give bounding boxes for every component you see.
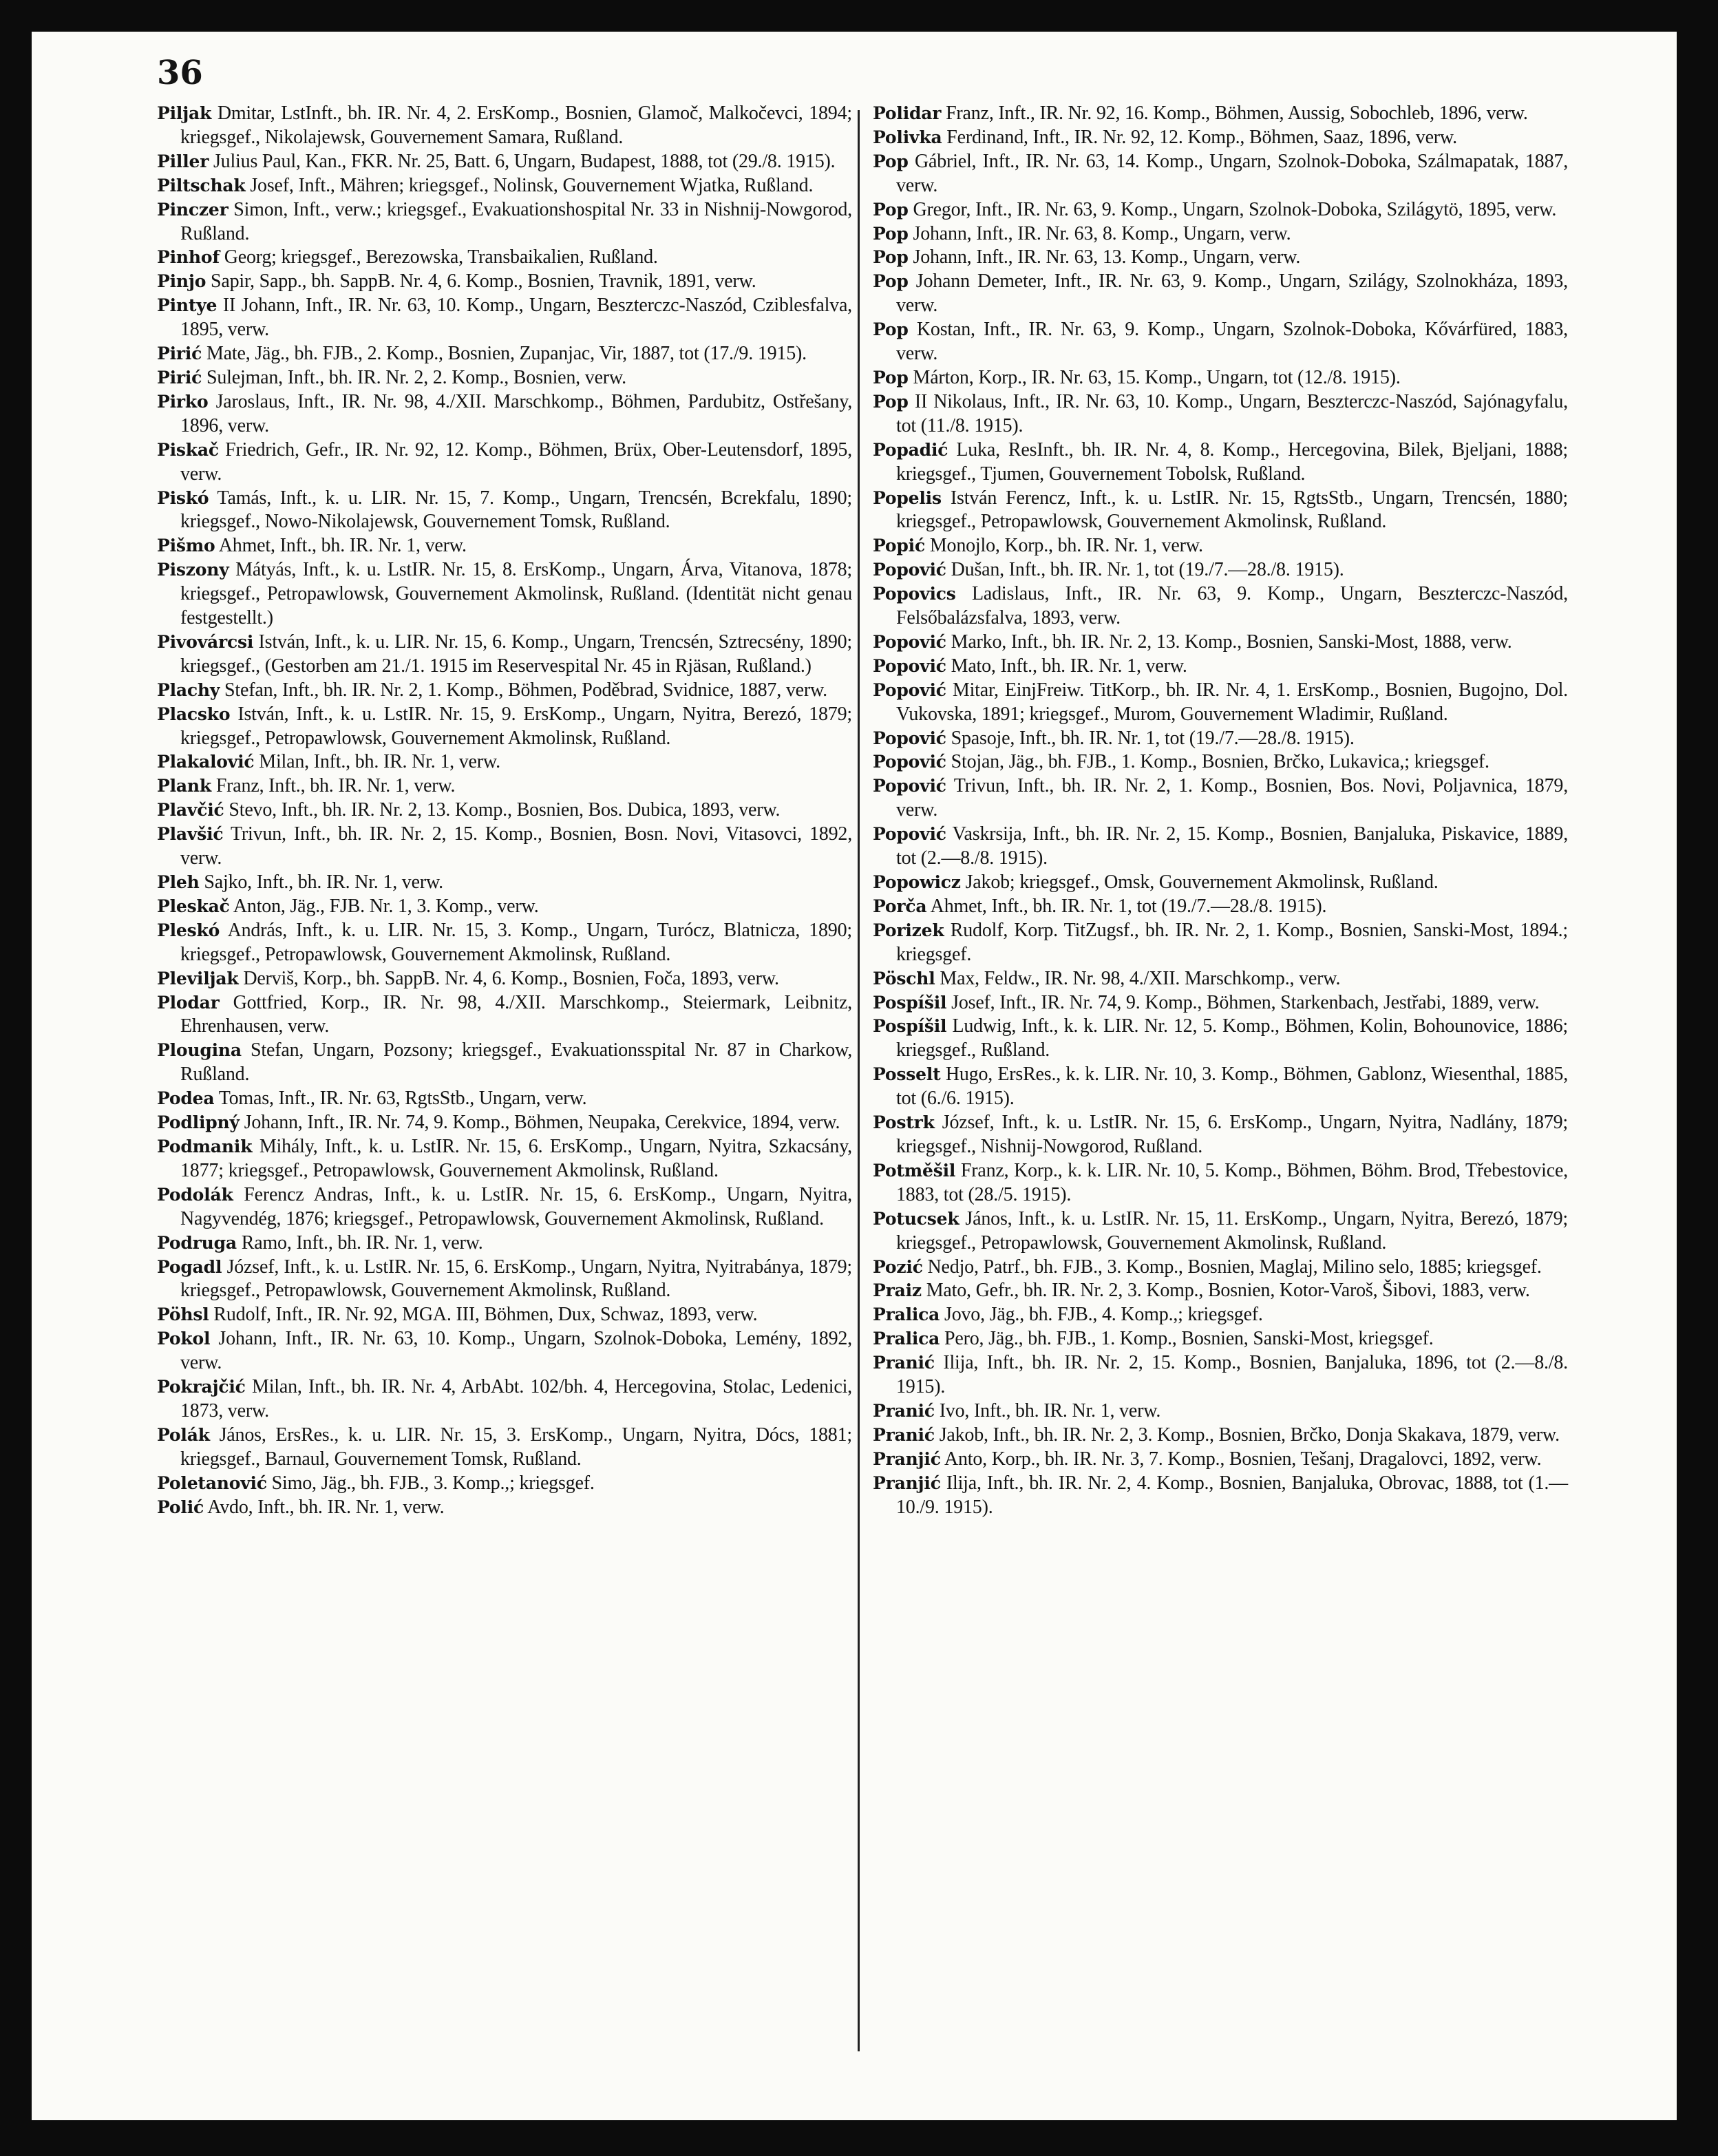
list-entry	[157, 1375, 852, 1424]
list-entry	[157, 1111, 852, 1135]
entry-details: Jakob; kriegsgef., Omsk, Gouvernement Akmolinsk, Rußland.	[965, 871, 1439, 893]
list-entry	[157, 102, 852, 150]
list-entry	[873, 679, 1568, 727]
list-entry	[873, 919, 1568, 967]
entry-details: Ahmet, Inft., bh. IR. Nr. 1, tot (19./7.—28./8. 1915).	[930, 895, 1327, 917]
list-entry	[873, 1159, 1568, 1207]
entry-surname: Pop	[873, 199, 909, 220]
entry-surname: Podolák	[157, 1184, 233, 1205]
list-entry	[873, 1256, 1568, 1280]
list-entry	[873, 1303, 1568, 1327]
entry-details: János, ErsRes., k. u. LIR. Nr. 15, 3. ErsKomp., Ungarn, Nyitra, Dócs, 1881; kriegsgef., Barnaul, Gouvernement Tomsk, Rußland.	[180, 1424, 852, 1470]
entry-surname: Popović	[873, 752, 946, 772]
entry-details: Ivo, Inft., bh. IR. Nr. 1, verw.	[939, 1399, 1161, 1422]
entry-surname: Popović	[873, 728, 946, 748]
entry-details: Sapir, Sapp., bh. SappB. Nr. 4, 6. Komp., Bosnien, Travnik, 1891, verw.	[211, 271, 756, 293]
entry-details: Jaroslaus, Inft., IR. Nr. 98, 4./XII. Marschkomp., Böhmen, Pardubitz, Ostřešany, 1896, verw.	[180, 390, 852, 436]
entry-surname: Popović	[873, 631, 946, 652]
entry-details: Georg; kriegsgef., Berezowska, Transbaikalien, Rußland.	[224, 246, 658, 268]
right-column	[873, 102, 1568, 1519]
list-entry	[157, 174, 852, 198]
entry-details: Josef, Inft., Mähren; kriegsgef., Nolinsk, Gouvernement Wjatka, Rußland.	[250, 174, 814, 196]
entry-details: Johann Demeter, Inft., IR. Nr. 63, 9. Komp., Ungarn, Szilágy, Szolnokháza, 1893, verw.	[896, 271, 1568, 317]
list-entry	[157, 1232, 852, 1256]
list-entry	[873, 198, 1568, 222]
list-entry	[157, 799, 852, 823]
entry-surname: Poletanović	[157, 1472, 267, 1493]
entry-details: Gábriel, Inft., IR. Nr. 63, 14. Komp., Ungarn, Szolnok-Doboka, Szálmapatak, 1887, verw.	[896, 150, 1568, 196]
entry-details: Trivun, Inft., bh. IR. Nr. 2, 1. Komp., Bosnien, Bos. Novi, Poljavnica, 1879, verw.	[896, 775, 1569, 821]
list-entry	[157, 150, 852, 174]
entry-surname: Piszony	[157, 560, 229, 580]
entry-details: Ludwig, Inft., k. k. LIR. Nr. 12, 5. Komp., Böhmen, Kolin, Bohounovice, 1886; kriegsgef., Rußland.	[896, 1015, 1568, 1061]
entry-surname: Podmanik	[157, 1136, 253, 1156]
list-entry	[157, 1303, 852, 1327]
entry-details: Avdo, Inft., bh. IR. Nr. 1, verw.	[207, 1496, 445, 1518]
entry-details: Jovo, Jäg., bh. FJB., 4. Komp.,; kriegsgef.	[944, 1304, 1263, 1326]
entry-surname: Porča	[873, 896, 927, 916]
entry-surname: Podruga	[157, 1232, 237, 1253]
entry-details: Mitar, EinjFreiw. TitKorp., bh. IR. Nr. 4, 1. ErsKomp., Bosnien, Bugojno, Dol. Vukovska, 1891; kriegsgef., Murom, Gouvernement Wladimir, Rußland.	[896, 679, 1568, 725]
list-entry	[873, 318, 1568, 366]
list-entry	[873, 871, 1568, 895]
entry-details: Vaskrsija, Inft., bh. IR. Nr. 2, 15. Komp., Bosnien, Banjaluka, Piskavice, 1889, tot (2.—8./8. 1915).	[896, 823, 1568, 869]
entry-details: Ferencz Andras, Inft., k. u. LstIR. Nr. 15, 6. ErsKomp., Ungarn, Nyitra, Nagyvendég, 1876; kriegsgef., Petropawlowsk, Gouvernement Akmolinsk, Rußland.	[180, 1183, 852, 1229]
page-number: 36	[157, 54, 203, 92]
list-entry	[873, 1279, 1568, 1303]
entry-surname: Pintye	[157, 295, 218, 316]
entry-surname: Pop	[873, 223, 909, 244]
entry-details: Gottfried, Korp., IR. Nr. 98, 4./XII. Marschkomp., Steiermark, Leibnitz, Ehrenhausen, verw.	[180, 991, 852, 1037]
entry-details: Márton, Korp., IR. Nr. 63, 15. Komp., Ungarn, tot (12./8. 1915).	[913, 366, 1401, 388]
entry-surname: Piskó	[157, 487, 209, 508]
scan-border-right	[1677, 0, 1718, 2156]
list-entry	[157, 1472, 852, 1496]
entry-surname: Pirić	[157, 367, 202, 388]
entry-surname: Pranjić	[873, 1448, 941, 1469]
entry-surname: Postrk	[873, 1112, 935, 1133]
list-entry	[873, 366, 1568, 390]
list-entry	[873, 631, 1568, 655]
list-entry	[157, 823, 852, 871]
entry-details: Derviš, Korp., bh. SappB. Nr. 4, 6. Komp., Bosnien, Foča, 1893, verw.	[243, 967, 779, 989]
list-entry	[157, 871, 852, 895]
entry-details: Marko, Inft., bh. IR. Nr. 2, 13. Komp., Bosnien, Sanski-Most, 1888, verw.	[951, 631, 1512, 653]
list-entry	[157, 895, 852, 919]
entry-surname: Polák	[157, 1424, 210, 1445]
entry-details: Milan, Inft., bh. IR. Nr. 4, ArbAbt. 102/bh. 4, Hercegovina, Stolac, Ledenici, 1873, verw.	[180, 1376, 852, 1422]
list-entry	[873, 126, 1568, 150]
list-entry	[873, 246, 1568, 270]
entry-details: József, Inft., k. u. LstIR. Nr. 15, 6. ErsKomp., Ungarn, Nyitra, Nadlány, 1879; kriegsgef., Nishnij-Nowgorod, Rußland.	[896, 1112, 1568, 1157]
entry-details: Ramo, Inft., bh. IR. Nr. 1, verw.	[241, 1232, 483, 1254]
list-entry	[873, 558, 1568, 582]
entry-surname: Pogadl	[157, 1256, 222, 1277]
entry-surname: Pop	[873, 391, 909, 412]
entry-surname: Polidar	[873, 103, 942, 123]
entry-surname: Plank	[157, 776, 211, 796]
entry-surname: Pranić	[873, 1400, 935, 1421]
scan-border-bottom	[0, 2120, 1718, 2156]
entry-surname: Pöhsl	[157, 1304, 209, 1325]
entry-surname: Plavšić	[157, 824, 224, 845]
entry-surname: Popović	[873, 655, 946, 676]
entry-surname: Pinjo	[157, 271, 206, 292]
entry-details: Rudolf, Korp. TitZugsf., bh. IR. Nr. 2, 1. Komp., Bosnien, Sanski-Most, 1894.; kriegsgef.	[896, 919, 1568, 965]
entry-surname: Pleskó	[157, 920, 220, 940]
entry-details: Luka, ResInft., bh. IR. Nr. 4, 8. Komp., Hercegovina, Bilek, Bjeljani, 1888; kriegsgef., Tjumen, Gouvernement Tobolsk, Rußland.	[896, 438, 1568, 485]
entry-details: Spasoje, Inft., bh. IR. Nr. 1, tot (19./7.—28./8. 1915).	[951, 727, 1355, 749]
entry-details: Mato, Inft., bh. IR. Nr. 1, verw.	[951, 655, 1187, 677]
entry-surname: Pokrajčić	[157, 1377, 246, 1397]
entry-details: Milan, Inft., bh. IR. Nr. 1, verw.	[259, 751, 500, 773]
list-entry	[873, 390, 1568, 438]
list-entry	[157, 270, 852, 294]
entry-details: Julius Paul, Kan., FKR. Nr. 25, Batt. 6, Ungarn, Budapest, 1888, tot (29./8. 1915).	[213, 150, 836, 172]
entry-surname: Plavčić	[157, 800, 224, 821]
list-entry	[157, 703, 852, 751]
list-entry	[873, 222, 1568, 246]
entry-details: Sajko, Inft., bh. IR. Nr. 1, verw.	[204, 871, 443, 893]
list-entry	[157, 679, 852, 703]
entry-surname: Pop	[873, 319, 909, 340]
list-entry	[873, 655, 1568, 679]
list-entry	[873, 102, 1568, 126]
entry-surname: Pospíšil	[873, 1016, 947, 1037]
entry-details: Max, Feldw., IR. Nr. 98, 4./XII. Marschkomp., verw.	[940, 967, 1341, 989]
entry-surname: Popović	[873, 560, 946, 580]
entry-details: Jakob, Inft., bh. IR. Nr. 2, 3. Komp., Bosnien, Brčko, Donja Skakava, 1879, verw.	[939, 1424, 1560, 1446]
list-entry	[873, 1424, 1568, 1448]
list-entry	[157, 390, 852, 438]
entry-surname: Popadić	[873, 439, 948, 460]
entry-surname: Piljak	[157, 103, 212, 123]
entry-details: Ahmet, Inft., bh. IR. Nr. 1, verw.	[218, 535, 467, 557]
entry-details: István, Inft., k. u. LIR. Nr. 15, 6. Komp., Ungarn, Trencsén, Sztrecsény, 1890; kriegsgef., (Gestorben am 21./1. 1915 im Reservespital Nr. 45 in Rjäsan, Rußland.)	[180, 631, 852, 677]
list-entry	[873, 150, 1568, 198]
entry-details: Johann, Inft., IR. Nr. 63, 10. Komp., Ungarn, Szolnok-Doboka, Lemény, 1892, verw.	[180, 1328, 852, 1374]
entry-details: Stojan, Jäg., bh. FJB., 1. Komp., Bosnien, Brčko, Lukavica,; kriegsgef.	[951, 751, 1489, 773]
entry-surname: Piskač	[157, 439, 219, 460]
entry-surname: Potucsek	[873, 1208, 959, 1229]
left-column	[157, 102, 852, 1519]
entry-details: Trivun, Inft., bh. IR. Nr. 2, 15. Komp., Bosnien, Bosn. Novi, Vitasovci, 1892, verw.	[180, 823, 853, 869]
list-entry	[873, 1015, 1568, 1063]
entry-details: Ilija, Inft., bh. IR. Nr. 2, 15. Komp., Bosnien, Banjaluka, 1896, tot (2.—8./8. 1915).	[896, 1352, 1568, 1398]
entry-details: Mato, Gefr., bh. IR. Nr. 2, 3. Komp., Bosnien, Kotor-Varoš, Šibovi, 1883, verw.	[926, 1280, 1530, 1302]
entry-details: Ladislaus, Inft., IR. Nr. 63, 9. Komp., Ungarn, Beszterczc-Naszód, Felsőbalázsfalva, 1893, verw.	[896, 583, 1568, 629]
list-entry	[873, 270, 1568, 318]
entry-details: Ilija, Inft., bh. IR. Nr. 2, 4. Komp., Bosnien, Banjaluka, Obrovac, 1888, tot (1.—10./9. 1915).	[896, 1472, 1568, 1518]
list-entry	[157, 774, 852, 799]
entry-surname: Popović	[873, 679, 946, 700]
entry-surname: Pranić	[873, 1353, 935, 1373]
list-entry	[873, 895, 1568, 919]
entry-details: Friedrich, Gefr., IR. Nr. 92, 12. Komp., Böhmen, Brüx, Ober-Leutensdorf, 1895, verw.	[180, 438, 852, 485]
entry-details: Johann, Inft., IR. Nr. 63, 13. Komp., Ungarn, verw.	[913, 246, 1301, 268]
entry-surname: Plougina	[157, 1040, 242, 1061]
entry-surname: Podlipný	[157, 1112, 240, 1133]
entry-details: Stevo, Inft., bh. IR. Nr. 2, 13. Komp., Bosnien, Bos. Dubica, 1893, verw.	[229, 799, 781, 821]
entry-details: Hugo, ErsRes., k. k. LIR. Nr. 10, 3. Komp., Böhmen, Gablonz, Wiesenthal, 1885, tot (6./6. 1915).	[896, 1064, 1568, 1110]
list-entry	[873, 1111, 1568, 1159]
list-entry	[873, 991, 1568, 1015]
scan-border-left	[0, 0, 32, 2156]
entry-surname: Pralica	[873, 1329, 940, 1349]
list-entry	[157, 1183, 852, 1232]
entry-details: Mátyás, Inft., k. u. LstIR. Nr. 15, 8. ErsKomp., Ungarn, Árva, Vitanova, 1878; kriegsgef., Petropawlowsk, Gouvernement Akmolinsk, Rußland. (Identität nicht genau festgestellt.)	[180, 559, 852, 629]
entry-surname: Piller	[157, 151, 209, 171]
entry-surname: Pinhof	[157, 247, 220, 268]
list-entry	[157, 534, 852, 558]
list-entry	[157, 1039, 852, 1087]
entry-details: Dušan, Inft., bh. IR. Nr. 1, tot (19./7.—28./8. 1915).	[951, 559, 1344, 581]
list-entry	[873, 967, 1568, 991]
entry-details: Rudolf, Inft., IR. Nr. 92, MGA. III, Böhmen, Dux, Schwaz, 1893, verw.	[213, 1304, 758, 1326]
entry-details: Monojlo, Korp., bh. IR. Nr. 1, verw.	[929, 535, 1203, 557]
column-divider	[858, 110, 860, 2051]
list-entry	[873, 534, 1568, 558]
entry-details: Tamás, Inft., k. u. LIR. Nr. 15, 7. Komp., Ungarn, Trencsén, Bcrekfalu, 1890; kriegsgef., Nowo-Nikolajewsk, Gouvernement Tomsk, Rußland.	[180, 487, 852, 533]
entry-surname: Pop	[873, 247, 909, 268]
list-entry	[157, 1256, 852, 1304]
entry-details: Nedjo, Patrf., bh. FJB., 3. Komp., Bosnien, Maglaj, Milino selo, 1885; kriegsgef.	[927, 1256, 1542, 1278]
list-entry	[157, 1496, 852, 1520]
entry-details: István Ferencz, Inft., k. u. LstIR. Nr. 15, RgtsStb., Ungarn, Trencsén, 1880; kriegsgef., Petropawlowsk, Gouvernement Akmolinsk, Rußland.	[896, 487, 1568, 533]
scan-border-top	[0, 0, 1718, 32]
entry-details: Johann, Inft., IR. Nr. 63, 8. Komp., Ungarn, verw.	[913, 222, 1291, 244]
entry-details: Franz, Inft., IR. Nr. 92, 16. Komp., Böhmen, Aussig, Sobochleb, 1896, verw.	[946, 103, 1528, 124]
list-entry	[873, 823, 1568, 871]
list-entry	[157, 366, 852, 390]
list-entry	[873, 750, 1568, 774]
entry-surname: Pirko	[157, 391, 209, 412]
entry-details: Pero, Jäg., bh. FJB., 1. Komp., Bosnien, Sanski-Most, kriegsgef.	[944, 1328, 1434, 1350]
list-entry	[157, 246, 852, 270]
list-entry	[873, 1472, 1568, 1520]
entry-details: Mate, Jäg., bh. FJB., 2. Komp., Bosnien, Zupanjac, Vir, 1887, tot (17./9. 1915).	[206, 343, 807, 365]
entry-surname: Popowicz	[873, 872, 961, 892]
entry-surname: Popić	[873, 536, 926, 556]
list-entry	[873, 1327, 1568, 1351]
list-entry	[157, 967, 852, 991]
entry-details: István, Inft., k. u. LstIR. Nr. 15, 9. ErsKomp., Ungarn, Nyitra, Berezó, 1879; kriegsgef., Petropawlowsk, Gouvernement Akmolinsk, Rußland.	[180, 703, 852, 749]
entry-details: Sulejman, Inft., bh. IR. Nr. 2, 2. Komp., Bosnien, verw.	[206, 366, 626, 388]
entry-details: II Nikolaus, Inft., IR. Nr. 63, 10. Komp., Ungarn, Beszterczc-Naszód, Sajónagyfalu, tot (11./8. 1915).	[896, 390, 1568, 436]
entry-details: Ferdinand, Inft., IR. Nr. 92, 12. Komp., Böhmen, Saaz, 1896, verw.	[946, 126, 1457, 148]
entry-surname: Pleskač	[157, 896, 230, 916]
entry-surname: Pöschl	[873, 968, 935, 989]
entry-details: Kostan, Inft., IR. Nr. 63, 9. Komp., Ungarn, Szolnok-Doboka, Kővárfüred, 1883, verw.	[896, 319, 1568, 365]
list-entry	[157, 487, 852, 535]
entry-surname: Podea	[157, 1088, 215, 1109]
entry-surname: Pozić	[873, 1256, 923, 1277]
entry-surname: Pirić	[157, 344, 202, 364]
entry-surname: Potměšil	[873, 1160, 956, 1181]
list-entry	[157, 631, 852, 679]
entry-surname: Plachy	[157, 679, 220, 700]
entry-surname: Popović	[873, 776, 946, 796]
entry-surname: Pleviljak	[157, 968, 239, 989]
list-entry	[873, 1207, 1568, 1256]
entry-surname: Praiz	[873, 1280, 922, 1301]
entry-surname: Pralica	[873, 1304, 940, 1325]
entry-surname: Plakalović	[157, 752, 255, 772]
entry-surname: Popovics	[873, 584, 956, 604]
entry-surname: Plodar	[157, 992, 220, 1013]
list-entry	[873, 727, 1568, 751]
list-entry	[157, 438, 852, 487]
entry-details: Stefan, Inft., bh. IR. Nr. 2, 1. Komp., Böhmen, Poděbrad, Svidnice, 1887, verw.	[224, 679, 827, 701]
list-entry	[157, 342, 852, 366]
entry-details: Stefan, Ungarn, Pozsony; kriegsgef., Evakuationsspital Nr. 87 in Charkow, Rußland.	[180, 1039, 852, 1086]
list-entry	[157, 919, 852, 967]
list-entry	[873, 487, 1568, 535]
list-entry	[157, 750, 852, 774]
list-entry	[157, 1087, 852, 1111]
list-entry	[873, 1399, 1568, 1424]
entry-surname: Pinczer	[157, 199, 229, 220]
entry-surname: Pop	[873, 151, 909, 171]
entry-surname: Popović	[873, 824, 946, 845]
entry-surname: Porizek	[873, 920, 944, 940]
entry-surname: Pop	[873, 271, 909, 292]
entry-surname: Pop	[873, 367, 909, 388]
entry-surname: Placsko	[157, 704, 231, 724]
entry-details: Johann, Inft., IR. Nr. 74, 9. Komp., Böhmen, Neupaka, Cerekvice, 1894, verw.	[244, 1112, 840, 1134]
entry-details: Anto, Korp., bh. IR. Nr. 3, 7. Komp., Bosnien, Tešanj, Dragalovci, 1892, verw.	[944, 1448, 1542, 1470]
entry-details: József, Inft., k. u. LstIR. Nr. 15, 6. ErsKomp., Ungarn, Nyitra, Nyitrabánya, 1879; kriegsgef., Petropawlowsk, Gouvernement Akmolinsk, Rußland.	[180, 1256, 852, 1302]
list-entry	[157, 294, 852, 342]
entry-surname: Piltschak	[157, 175, 246, 195]
entry-surname: Pranić	[873, 1424, 935, 1445]
entry-details: Gregor, Inft., IR. Nr. 63, 9. Komp., Ungarn, Szolnok-Doboka, Szilágytö, 1895, verw.	[913, 198, 1557, 220]
list-entry	[157, 198, 852, 246]
entry-details: András, Inft., k. u. LIR. Nr. 15, 3. Komp., Ungarn, Turócz, Blatnicza, 1890; kriegsgef., Petropawlowsk, Gouvernement Akmolinsk, Rußland.	[180, 919, 852, 965]
entry-surname: Popelis	[873, 487, 942, 508]
entry-details: Dmitar, LstInft., bh. IR. Nr. 4, 2. ErsKomp., Bosnien, Glamoč, Malkočevci, 1894; kriegsgef., Nikolajewsk, Gouvernement Samara, Rußland.	[180, 103, 852, 148]
entry-surname: Posselt	[873, 1064, 941, 1085]
entry-details: János, Inft., k. u. LstIR. Nr. 15, 11. ErsKomp., Ungarn, Nyitra, Berezó, 1879; kriegsgef., Petropawlowsk, Gouvernement Akmolinsk, Rußland.	[896, 1207, 1568, 1254]
entry-surname: Pivovárcsi	[157, 631, 254, 652]
entry-details: Anton, Jäg., FJB. Nr. 1, 3. Komp., verw.	[233, 895, 539, 917]
entry-details: Franz, Korp., k. k. LIR. Nr. 10, 5. Komp., Böhmen, Böhm. Brod, Třebestovice, 1883, tot (28./5. 1915).	[896, 1159, 1568, 1205]
list-entry	[873, 1063, 1568, 1111]
entry-surname: Polić	[157, 1497, 204, 1517]
entry-details: Simo, Jäg., bh. FJB., 3. Komp.,; kriegsgef.	[271, 1472, 595, 1494]
entry-surname: Pleh	[157, 872, 200, 892]
entry-details: Tomas, Inft., IR. Nr. 63, RgtsStb., Ungarn, verw.	[218, 1088, 587, 1110]
entry-surname: Pospíšil	[873, 992, 947, 1013]
list-entry	[873, 438, 1568, 487]
list-entry	[157, 558, 852, 631]
entry-details: Josef, Inft., IR. Nr. 74, 9. Komp., Böhmen, Starkenbach, Jestřabi, 1889, verw.	[951, 991, 1540, 1013]
list-entry	[873, 1448, 1568, 1472]
entry-details: Simon, Inft., verw.; kriegsgef., Evakuationshospital Nr. 33 in Nishnij-Nowgorod, Rußland.	[180, 198, 852, 244]
list-entry	[157, 1135, 852, 1183]
list-entry	[157, 1424, 852, 1472]
list-entry	[873, 582, 1568, 631]
entry-surname: Pišmo	[157, 536, 215, 556]
list-entry	[873, 774, 1568, 823]
entry-surname: Pranjić	[873, 1472, 941, 1493]
list-entry	[873, 1351, 1568, 1399]
list-entry	[157, 991, 852, 1039]
entry-surname: Polivka	[873, 127, 942, 147]
list-entry	[157, 1327, 852, 1375]
entry-surname: Pokol	[157, 1329, 211, 1349]
entry-details: II Johann, Inft., IR. Nr. 63, 10. Komp., Ungarn, Beszterczc-Naszód, Cziblesfalva, 1895, verw.	[180, 295, 852, 341]
entry-details: Franz, Inft., bh. IR. Nr. 1, verw.	[215, 775, 456, 797]
entry-details: Mihály, Inft., k. u. LstIR. Nr. 15, 6. ErsKomp., Ungarn, Nyitra, Szkacsány, 1877; kriegsgef., Petropawlowsk, Gouvernement Akmolinsk, Rußland.	[180, 1135, 852, 1181]
